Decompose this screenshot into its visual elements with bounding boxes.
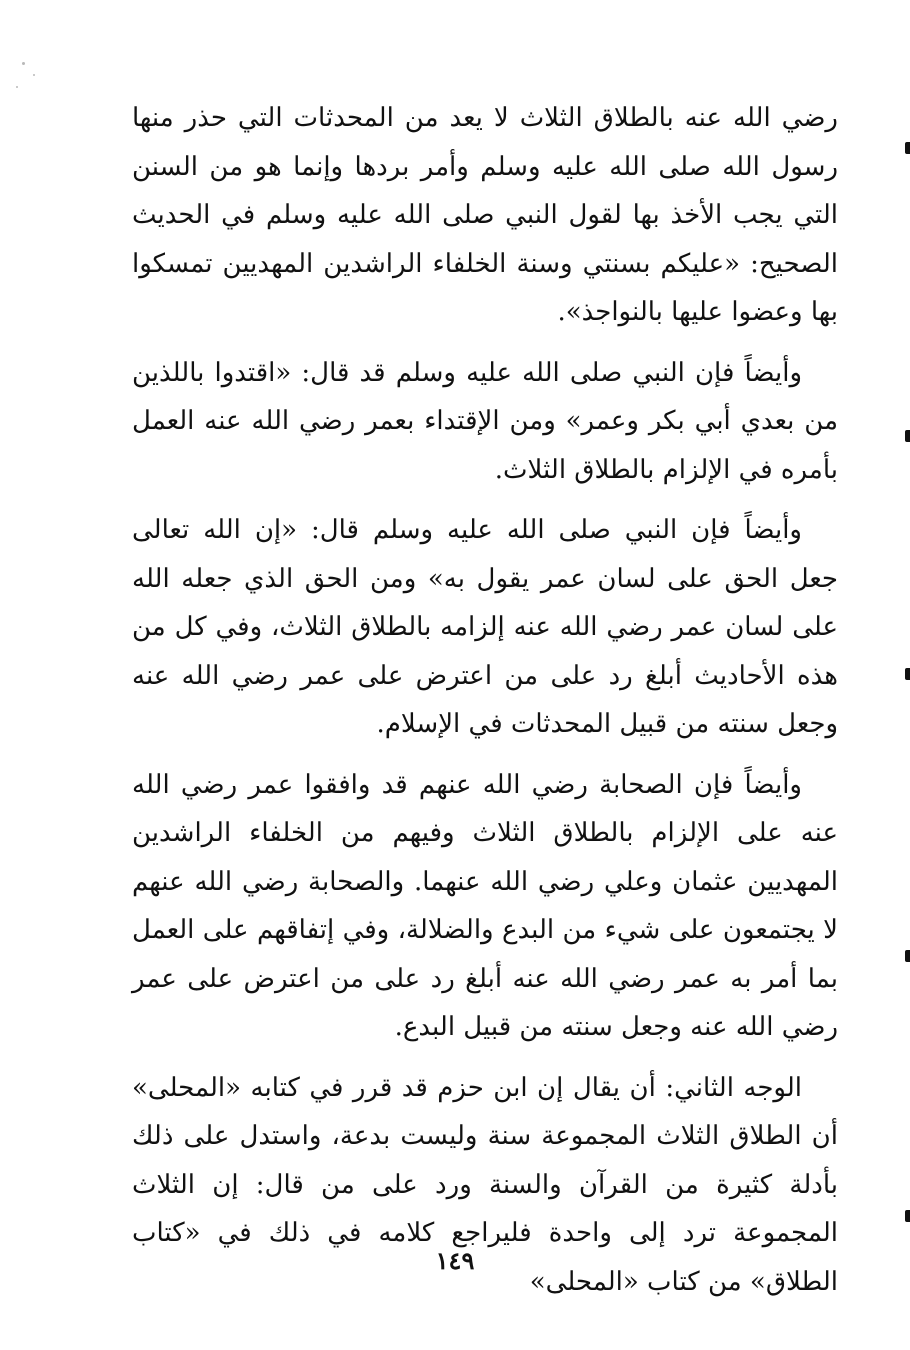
paragraph-4: وأيضاً فإن الصحابة رضي الله عنهم قد وافقوا عمر رضي الله عنه على الإلزام بالطلاق الثلاث وفيهم من الخلفاء الراشدين المهديين عثمان وعلي رضي الله عنهما. والصحابة رضي الله عنهم لا يجتمعون على شيء من البدع والضلالة، وفي إتفاقهم على العمل بما أمر به عمر رضي الله عنه أبلغ رد على من اعترض على عمر رضي الله عنه وجعل سنته من قبيل البدع.: [132, 769, 838, 1042]
scan-speck: [22, 62, 25, 65]
scan-speck: [33, 74, 35, 76]
page-number: ١٤٩: [435, 1246, 475, 1275]
paragraph-3: وأيضاً فإن النبي صلى الله عليه وسلم قال: «إن الله تعالى جعل الحق على لسان عمر يقول به» ومن الحق الذي جعله الله على لسان عمر رضي الله عنه إلزامه بالطلاق الثلاث، وفي كل من هذه الأحاديث أبلغ رد على من اعترض على عمر رضي الله عنه وجعل سنته من قبيل المحدثات في الإسلام.: [132, 515, 838, 739]
paragraph-5: الوجه الثاني: أن يقال إن ابن حزم قد قرر في كتابه «المحلى» أن الطلاق الثلاث المجموعة سنة وليست بدعة، واستدل على ذلك بأدلة كثيرة من القرآن والسنة ورد على من قال: إن الثلاث المجموعة ترد إلى واحدة فليراجع كلامه في ذلك في «كتاب الطلاق» من كتاب «المحلى»: [132, 1072, 838, 1297]
margin-binding-mark: [905, 1210, 910, 1222]
paragraph-2: وأيضاً فإن النبي صلى الله عليه وسلم قد قال: «اقتدوا باللذين من بعدي أبي بكر وعمر» ومن الإقتداء بعمر رضي الله عنه العمل بأمره في الإلزام بالطلاق الثلاث.: [132, 357, 838, 485]
scan-speck: [16, 86, 18, 88]
margin-binding-mark: [905, 142, 910, 154]
body-text: [132, 94, 838, 1306]
margin-binding-mark: [905, 430, 910, 442]
margin-binding-mark: [905, 950, 910, 962]
paragraph-1: رضي الله عنه بالطلاق الثلاث لا يعد من المحدثات التي حذر منها رسول الله صلى الله عليه وسلم وأمر بردها وإنما هو من السنن التي يجب الأخذ بها لقول النبي صلى الله عليه وسلم في الحديث الصحيح: «عليكم بسنتي وسنة الخلفاء الراشدين المهديين تمسكوا بها وعضوا عليها بالنواجذ».: [132, 103, 838, 327]
margin-binding-mark: [905, 668, 910, 680]
